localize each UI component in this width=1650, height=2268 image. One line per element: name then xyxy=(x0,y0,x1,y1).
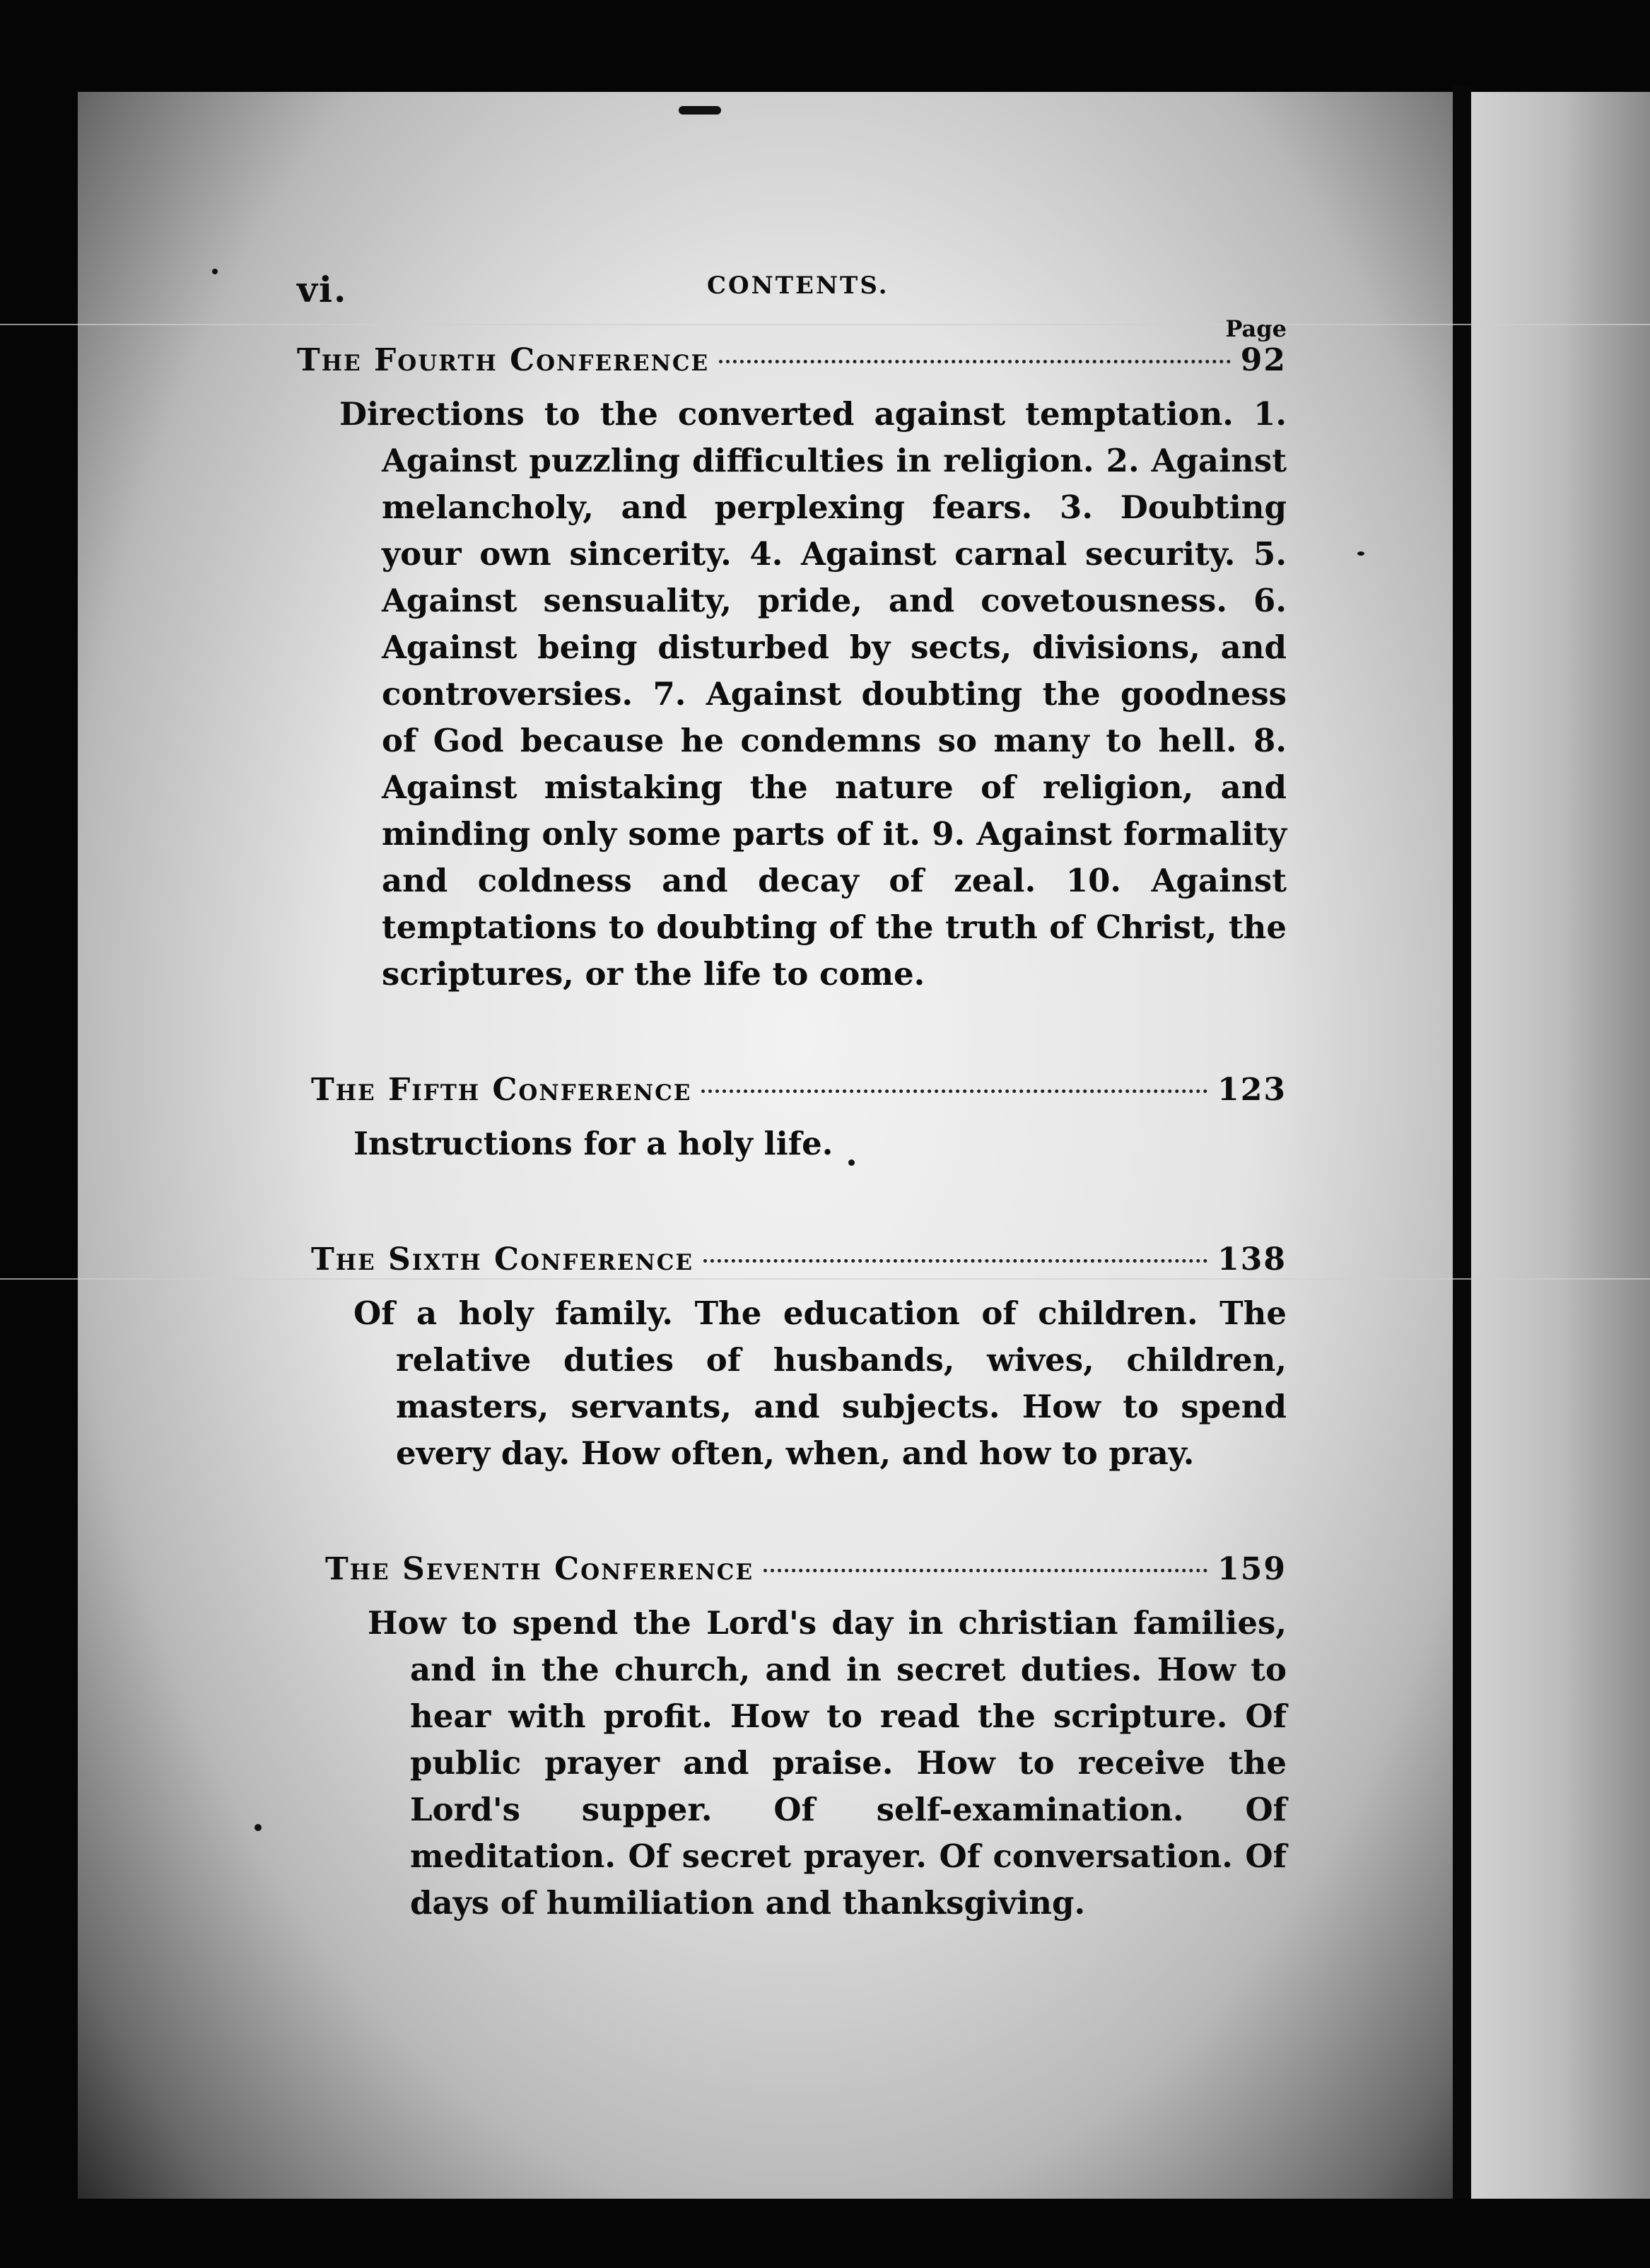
book-gutter xyxy=(1453,85,1471,2199)
running-title: CONTENTS. xyxy=(707,271,889,300)
dot-leader xyxy=(701,1089,1207,1093)
toc-entry-page: 138 xyxy=(1217,1241,1287,1278)
toc-entry xyxy=(297,342,1287,998)
contents-text-block xyxy=(297,269,1287,2001)
scan-speck xyxy=(212,269,218,274)
dot-leader xyxy=(763,1569,1207,1572)
scan-speck xyxy=(848,1159,855,1166)
toc-entry-heading xyxy=(297,342,1287,378)
toc-entry-heading xyxy=(311,1241,1287,1278)
toc-entry-heading xyxy=(311,1072,1287,1108)
running-head xyxy=(297,269,1287,311)
toc-entry-page: 123 xyxy=(1217,1072,1287,1108)
toc-entry-description: Directions to the converted against temptation. 1. Against puzzling difficulties in religion. 2. Against melancholy, and perplexing fears. 3. Doubting your own sincerity. 4. Against carnal security. 5. Against sensuality, pride, and covetousness. 6. Against being disturbed by sects, divisions, and controversies. 7. Against doubting the goodness of God because he condemns so many to hell. 8. Against mistaking the nature of religion, and minding only some parts of it. 9. Against formality and coldness and decay of zeal. 10. Against temptations to doubting of the truth of Christ, the scriptures, or the life to come. xyxy=(339,395,1287,993)
scan-speck xyxy=(1357,551,1364,556)
scan-speck xyxy=(254,1824,262,1831)
toc-entry-heading xyxy=(325,1551,1287,1587)
page-number: vi. xyxy=(297,269,348,310)
page-column-label: Page xyxy=(1225,315,1287,342)
toc-entry-title: The Fourth Conference xyxy=(297,342,710,378)
toc-entry-title: The Fifth Conference xyxy=(311,1072,692,1108)
toc-entry xyxy=(311,1241,1287,1477)
toc-entry-description: How to spend the Lord's day in christian families, and in the church, and in secret duties. How to hear with profit. How to read the scripture. Of public prayer and praise. How to receive the Lord's supper. Of self-examination. Of meditation. Of secret prayer. Of conversation. Of days of humiliation and thanksgiving. xyxy=(368,1604,1287,1922)
toc-entry-description: Of a holy family. The education of children. The relative duties of husbands, wives, children, masters, servants, and subjects. How to spend every day. How often, when, and how to pray. xyxy=(353,1294,1287,1472)
scan-speck xyxy=(679,106,721,115)
toc-entry-description: Instructions for a holy life. xyxy=(353,1125,833,1162)
toc-entry xyxy=(325,1551,1287,1927)
dot-leader xyxy=(719,360,1231,363)
toc-entry-page: 92 xyxy=(1240,342,1287,378)
toc-entry-title: The Sixth Conference xyxy=(311,1241,694,1278)
dot-leader xyxy=(703,1259,1207,1263)
toc-entry xyxy=(311,1072,1287,1167)
toc-entry-page: 159 xyxy=(1217,1551,1287,1587)
facing-page-edge xyxy=(1470,92,1650,2199)
toc-entry-title: The Seventh Conference xyxy=(325,1551,754,1587)
